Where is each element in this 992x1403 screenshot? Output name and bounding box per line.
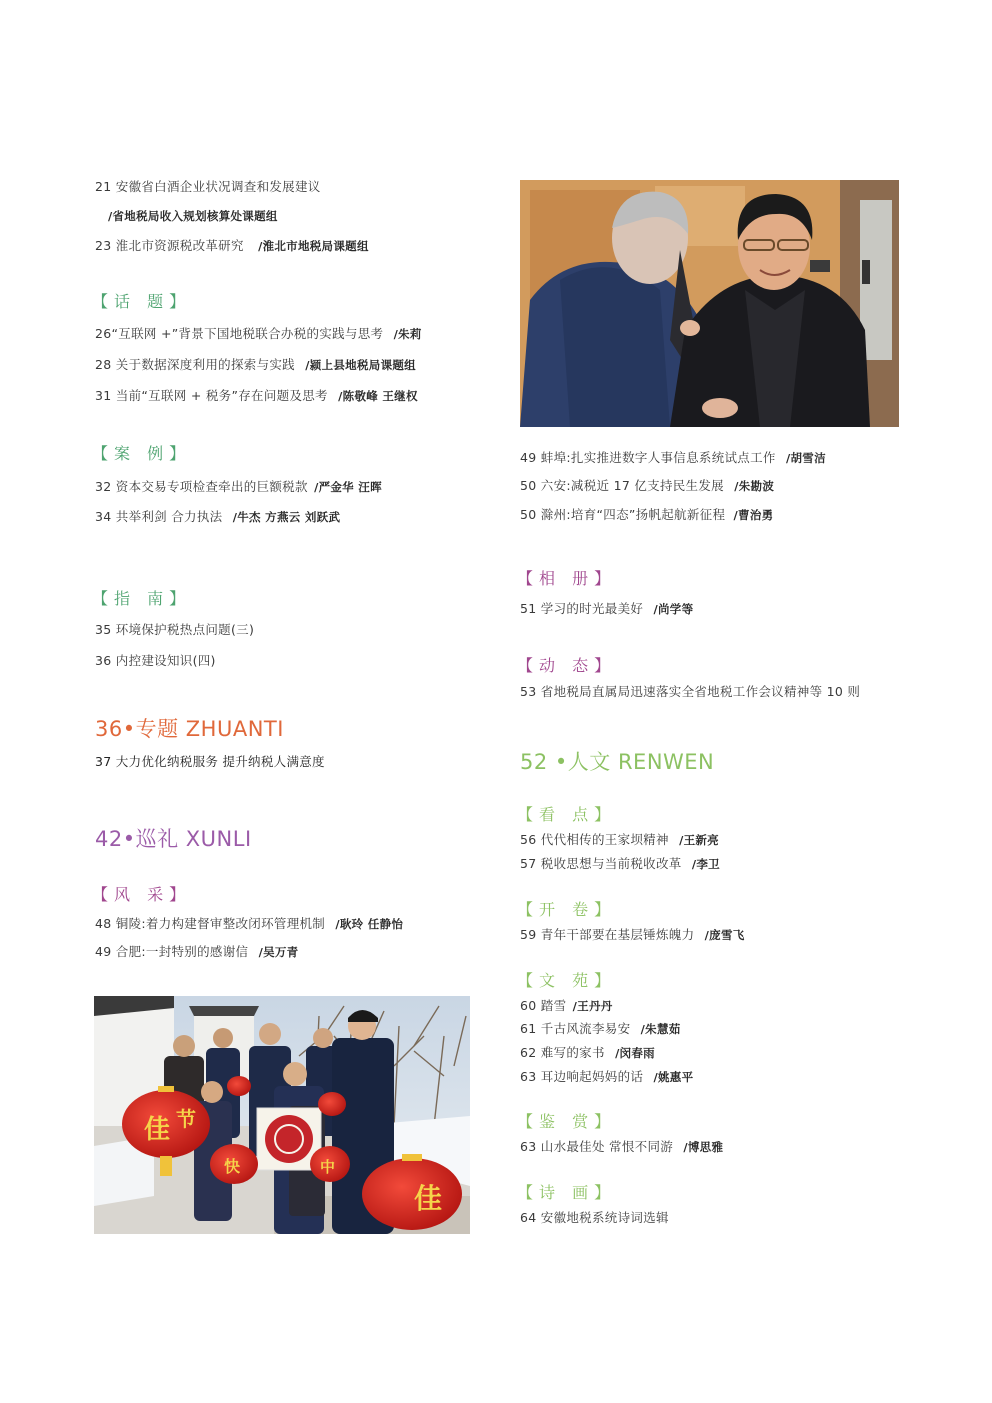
entry-author: /闵春雨 bbox=[615, 1046, 655, 1060]
entry-title: 49 合肥:一封特别的感谢信 bbox=[95, 944, 249, 959]
entry-title: 51 学习的时光最美好 bbox=[520, 601, 644, 616]
entry-author: /耿玲 任静怡 bbox=[335, 917, 404, 931]
entry-author: /博思雅 bbox=[683, 1140, 724, 1154]
subheading-anli: 【案 例】 bbox=[92, 444, 192, 463]
lantern-char: 节 bbox=[176, 1107, 196, 1131]
entry-author: /庞雪飞 bbox=[704, 928, 745, 942]
toc-entry-51[interactable] bbox=[520, 600, 693, 618]
entry-title: 53 省地税局直属局迅速落实全省地税工作会议精神等 10 则 bbox=[520, 684, 861, 699]
entry-author: /严金华 汪晖 bbox=[314, 480, 382, 494]
entry-author: /牛杰 方燕云 刘跃武 bbox=[232, 510, 341, 524]
entry-title: 31 当前“互联网 + 税务”存在问题及思考 bbox=[95, 388, 328, 403]
toc-entry-34[interactable] bbox=[95, 508, 340, 526]
entry-author: /颍上县地税局课题组 bbox=[305, 358, 416, 372]
lantern-char: 佳 bbox=[144, 1115, 171, 1145]
entry-title: 49 蚌埠:扎实推进数字人事信息系统试点工作 bbox=[520, 450, 776, 465]
entry-title: 23 淮北市资源税改革研究 bbox=[95, 238, 244, 253]
entry-title: 37 大力优化纳税服务 提升纳税人满意度 bbox=[95, 754, 325, 769]
toc-entry-37[interactable] bbox=[95, 753, 325, 771]
subheading-huati: 【话 题】 bbox=[92, 292, 192, 311]
entry-title: 50 六安:减税近 17 亿支持民生发展 bbox=[520, 478, 724, 493]
toc-entry-23[interactable] bbox=[95, 237, 369, 255]
entry-author: /曹治勇 bbox=[733, 508, 774, 522]
entry-title: 26“互联网 +”背景下国地税联合办税的实践与思考 bbox=[95, 326, 384, 341]
section-heading-xunli: 42•巡礼 XUNLI bbox=[95, 827, 252, 851]
entry-title: 48 铜陵:着力构建督审整改闭环管理机制 bbox=[95, 916, 326, 931]
toc-entry-36[interactable] bbox=[95, 652, 216, 670]
toc-entry-64[interactable] bbox=[520, 1209, 669, 1227]
entry-title: 36 内控建设知识(四) bbox=[95, 653, 216, 668]
entry-title: 64 安徽地税系统诗词选辑 bbox=[520, 1210, 669, 1225]
toc-entry-26[interactable] bbox=[95, 325, 422, 343]
subheading-shihua: 【诗 画】 bbox=[517, 1183, 617, 1202]
subheading-fengcai: 【风 采】 bbox=[92, 885, 192, 904]
toc-entry-63a[interactable] bbox=[520, 1068, 693, 1086]
entry-author: /王新亮 bbox=[679, 833, 719, 847]
entry-title: 57 税收思想与当前税收改革 bbox=[520, 856, 682, 871]
subheading-wenyuan: 【文 苑】 bbox=[517, 971, 617, 990]
toc-entry-56[interactable] bbox=[520, 831, 719, 849]
entry-title: 21 安徽省白酒企业状况调查和发展建议 bbox=[95, 179, 321, 194]
subheading-zhinan: 【指 南】 bbox=[92, 589, 192, 608]
entry-author: /朱勘波 bbox=[734, 479, 775, 493]
toc-entry-31[interactable] bbox=[95, 387, 418, 405]
toc-entry-28[interactable] bbox=[95, 356, 416, 374]
entry-title: 61 千古风流李易安 bbox=[520, 1021, 631, 1036]
entry-author: /胡雪洁 bbox=[785, 451, 826, 465]
photo-lanterns bbox=[94, 996, 470, 1234]
toc-entry-53[interactable] bbox=[520, 683, 860, 701]
toc-entry-49-bengbu[interactable] bbox=[520, 449, 826, 467]
entry-title: 50 滁州:培育“四态”扬帆起航新征程 bbox=[520, 507, 726, 522]
entry-author: /陈敬峰 王继权 bbox=[338, 389, 418, 403]
entry-title: 63 耳边响起妈妈的话 bbox=[520, 1069, 644, 1084]
entry-title: 35 环境保护税热点问题(三) bbox=[95, 622, 255, 637]
entry-author: /王丹丹 bbox=[572, 999, 613, 1013]
toc-entry-21-author bbox=[108, 207, 278, 225]
toc-entry-57[interactable] bbox=[520, 855, 720, 873]
section-heading-renwen: 52 •人文 RENWEN bbox=[520, 750, 715, 774]
toc-entry-60[interactable] bbox=[520, 997, 613, 1015]
photo-handshake bbox=[520, 180, 899, 427]
entry-author: /姚惠平 bbox=[653, 1070, 694, 1084]
entry-author: /淮北市地税局课题组 bbox=[258, 239, 369, 253]
subheading-dongtai: 【动 态】 bbox=[517, 656, 617, 675]
entry-title: 60 踏雪 bbox=[520, 998, 567, 1013]
toc-entry-35[interactable] bbox=[95, 621, 254, 639]
entry-author: /朱莉 bbox=[393, 327, 422, 341]
entry-title: 62 难写的家书 bbox=[520, 1045, 605, 1060]
toc-entry-59[interactable] bbox=[520, 926, 745, 944]
entry-author: /尚学等 bbox=[653, 602, 694, 616]
lantern-char: 中 bbox=[320, 1158, 336, 1176]
subheading-kandian: 【看 点】 bbox=[517, 805, 617, 824]
subheading-kaijuan: 【开 卷】 bbox=[517, 900, 617, 919]
toc-entry-50-luan[interactable] bbox=[520, 477, 774, 495]
toc-entry-32[interactable] bbox=[95, 478, 382, 496]
subheading-xiangce: 【相 册】 bbox=[517, 569, 617, 588]
entry-author: /吴万青 bbox=[258, 945, 299, 959]
toc-entry-62[interactable] bbox=[520, 1044, 655, 1062]
toc-entry-63b[interactable] bbox=[520, 1138, 723, 1156]
entry-title: 28 关于数据深度利用的探索与实践 bbox=[95, 357, 295, 372]
entry-author: /朱慧茹 bbox=[640, 1022, 681, 1036]
lantern-char: 佳 bbox=[414, 1182, 443, 1215]
toc-entry-49[interactable] bbox=[95, 943, 298, 961]
entry-title: 32 资本交易专项检查牵出的巨额税款 bbox=[95, 479, 308, 494]
toc-entry-21[interactable] bbox=[95, 178, 321, 196]
entry-title: 34 共举利剑 合力执法 bbox=[95, 509, 223, 524]
toc-entry-61[interactable] bbox=[520, 1020, 681, 1038]
toc-entry-48[interactable] bbox=[95, 915, 403, 933]
entry-title: 59 青年干部要在基层锤炼魄力 bbox=[520, 927, 695, 942]
entry-title: 56 代代相传的王家坝精神 bbox=[520, 832, 669, 847]
entry-author: /李卫 bbox=[691, 857, 720, 871]
toc-entry-50-chuzhou[interactable] bbox=[520, 506, 773, 524]
entry-title: 63 山水最佳处 常恨不同游 bbox=[520, 1139, 674, 1154]
subheading-jianshang: 【鉴 赏】 bbox=[517, 1112, 617, 1131]
lantern-char: 快 bbox=[224, 1157, 241, 1176]
entry-author: /省地税局收入规划核算处课题组 bbox=[108, 209, 278, 223]
section-heading-zhuanti: 36•专题 ZHUANTI bbox=[95, 717, 284, 741]
